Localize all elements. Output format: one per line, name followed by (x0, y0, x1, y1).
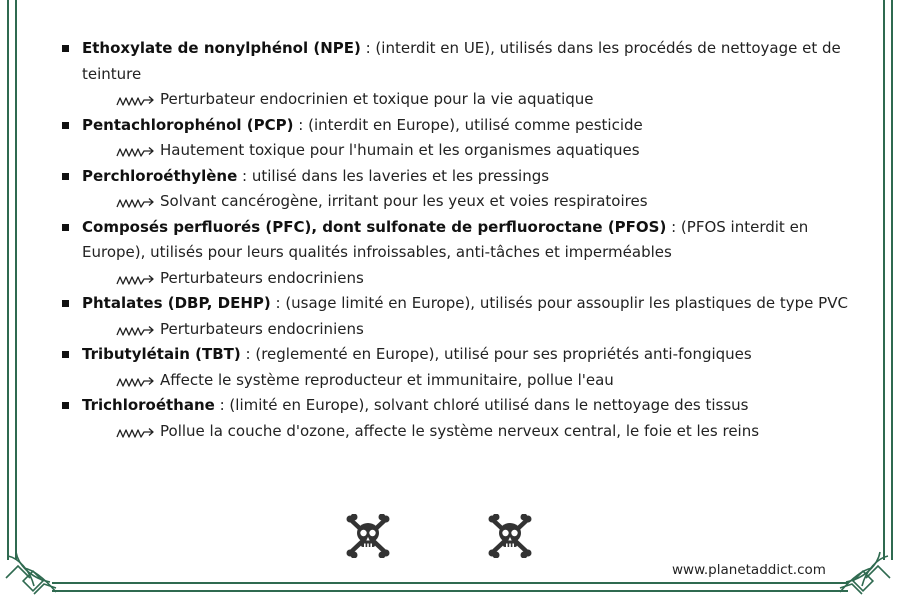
effect-text: Solvant cancérogène, irritant pour les yeux et voies respiratoires (160, 192, 648, 210)
squiggle-arrow-icon (116, 325, 156, 337)
squiggle-arrow-icon (116, 146, 156, 158)
frame-line-bottom-inner (52, 582, 848, 584)
squiggle-arrow-icon (116, 376, 156, 388)
substance-name: Pentachlorophénol (PCP) (82, 115, 294, 134)
substance-description: : (usage limité en Europe), utilisés pour assouplir les plastiques de type PVC (270, 294, 848, 312)
substance-name: Perchloroéthylène (82, 166, 238, 185)
substance-description: : (interdit en Europe), utilisé comme pesticide (293, 115, 643, 134)
substance-description: : (reglementé en Europe), utilisé pour ses propriétés anti-fongiques (240, 345, 752, 363)
substance-name: Ethoxylate de nonylphénol (NPE) (82, 39, 361, 57)
bullet-square (62, 402, 69, 409)
effect-line (60, 317, 850, 343)
substance-name: Phtalates (DBP, DEHP) (82, 294, 271, 312)
bullet-square (62, 122, 69, 129)
website-url: www.planetaddict.com (672, 562, 826, 578)
squiggle-arrow-icon (116, 427, 156, 439)
substance-name: Composés perfluorés (PFC), dont sulfonate de perfluoroctane (PFOS) (82, 217, 667, 236)
skull-crossbones-icon (345, 514, 391, 558)
frame-line-left-outer (7, 0, 9, 560)
effect-text: Perturbateurs endocriniens (160, 319, 364, 338)
effect-line (60, 189, 850, 215)
effect-text: Perturbateurs endocriniens (160, 268, 364, 287)
effect-line (60, 87, 850, 113)
frame-line-right-inner (883, 0, 885, 560)
bullet-square (62, 351, 69, 358)
corner-ornament-icon (836, 548, 892, 598)
list-item (60, 342, 850, 368)
frame-line-left-inner (15, 0, 17, 560)
squiggle-arrow-icon (116, 95, 156, 107)
bullet-square (62, 224, 69, 231)
list-item (60, 36, 850, 87)
list-item (60, 291, 850, 317)
bullet-square (62, 300, 69, 307)
effect-text: Hautement toxique pour l'humain et les organismes aquatiques (160, 141, 640, 159)
bullet-square (62, 173, 69, 180)
substance-name: Trichloroéthane (82, 396, 215, 414)
list-item (60, 393, 850, 419)
effect-line (60, 368, 850, 394)
list-item (60, 164, 850, 190)
substance-description: : (PFOS interdit en Europe), utilisés pour leurs qualités infroissables, anti-tâches et imperméables (82, 217, 809, 261)
substance-description: : (limité en Europe), solvant chloré utilisé dans le nettoyage des tissus (214, 396, 749, 414)
bullet-square (62, 45, 69, 52)
effect-text: Affecte le système reproducteur et immunitaire, pollue l'eau (160, 370, 614, 389)
substance-description: : (interdit en UE), utilisés dans les procédés de nettoyage et de teinture (82, 39, 841, 83)
corner-ornament-icon (4, 548, 60, 598)
list-item (60, 113, 850, 139)
substance-description: : utilisé dans les laveries et les pressings (237, 166, 550, 185)
frame-line-bottom-outer (52, 590, 848, 592)
effect-text: Pollue la couche d'ozone, affecte le système nerveux central, le foie et les reins (160, 421, 760, 440)
squiggle-arrow-icon (116, 197, 156, 209)
list-item (60, 215, 850, 266)
effect-line (60, 138, 850, 164)
effect-line (60, 419, 850, 445)
effect-line (60, 266, 850, 292)
substance-name: Tributylétain (TBT) (82, 345, 241, 363)
frame-line-right-outer (891, 0, 893, 560)
squiggle-arrow-icon (116, 274, 156, 286)
substance-list (60, 36, 850, 444)
skull-crossbones-icon (487, 514, 533, 558)
effect-text: Perturbateur endocrinien et toxique pour la vie aquatique (160, 90, 594, 108)
